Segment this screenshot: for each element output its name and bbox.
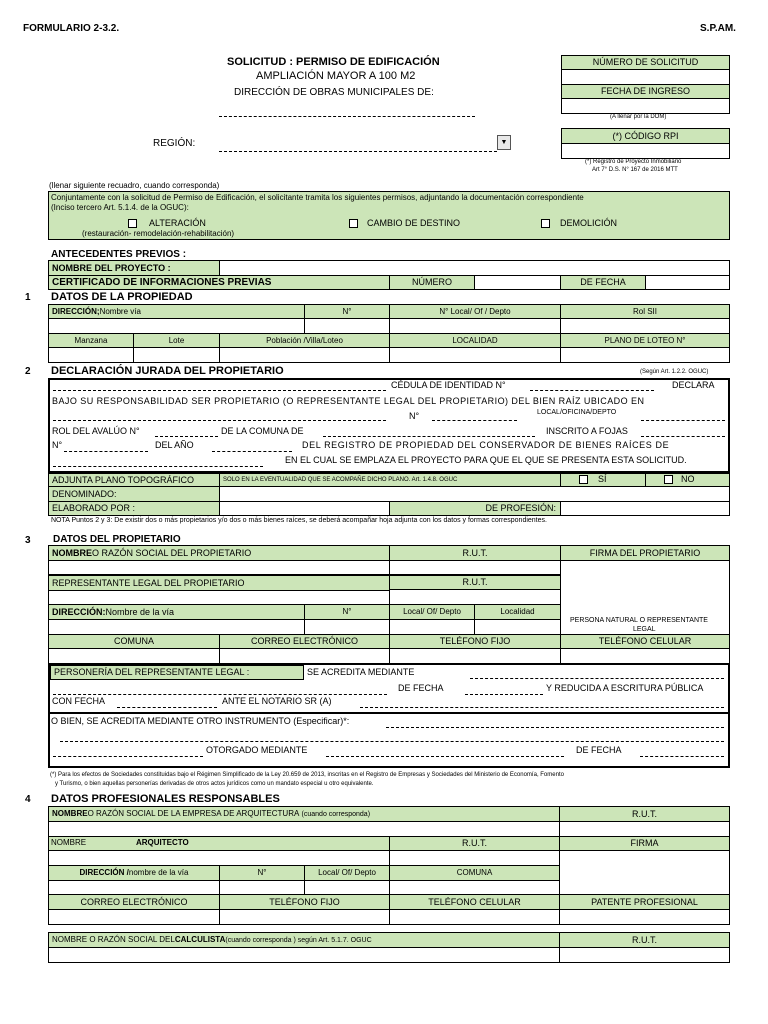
otro-line-2[interactable] [60, 741, 724, 742]
s3-otorgado: OTORGADO MEDIANTE [206, 745, 308, 755]
adjunta-label: ADJUNTA PLANO TOPOGRÁFICO [48, 473, 220, 487]
s4-calculista-field[interactable] [48, 947, 560, 963]
s4-local-label: Local/ Of/ Depto [304, 865, 390, 881]
s4-nombre: NOMBRE [51, 838, 87, 847]
s2-anio: DEL AÑO [155, 440, 194, 450]
otorgado-fecha-line[interactable] [640, 756, 724, 757]
conservador-line[interactable] [53, 466, 263, 467]
s3-correo-field[interactable] [219, 648, 390, 664]
acredita-line[interactable] [470, 678, 724, 679]
alteracion-checkbox[interactable] [128, 219, 137, 228]
personeria-divider [48, 712, 730, 714]
s1-local-field[interactable] [389, 318, 561, 334]
elaborado-field[interactable] [219, 501, 390, 516]
section-2-title: DECLARACIÓN JURADA DEL PROPIETARIO [51, 365, 284, 377]
s1-lote-field[interactable] [133, 347, 220, 363]
s3-comuna-field[interactable] [48, 648, 220, 664]
acredita-line-2[interactable] [53, 694, 387, 695]
s4-firma-label: FIRMA [559, 836, 730, 851]
s4-arquitecto-field[interactable] [48, 850, 390, 866]
fecha-line[interactable] [465, 694, 543, 695]
s2-n2: N° [52, 440, 63, 450]
s4-empresa-label: NOMBRE O RAZÓN SOCIAL DE LA EMPRESA DE ARQUITECTURA (cuando corresponda) [48, 806, 560, 822]
s2-nota: NOTA Puntos 2 y 3: De existir dos o más propietarios y/o dos o más bienes raíces, se deberá acompañar hoja adjunta con los datos y formas correspondientes. [51, 517, 547, 524]
s3-firma-label: FIRMA DEL PROPIETARIO [560, 545, 730, 561]
elaborado-label: ELABORADO POR : [48, 501, 220, 516]
s4-comuna-field[interactable] [389, 880, 560, 895]
nombre-proyecto-label: NOMBRE DEL PROYECTO : [48, 260, 220, 276]
denominado-label: DENOMINADO: [48, 486, 220, 502]
s4-local-field[interactable] [304, 880, 390, 895]
s3-footnote-2: y Turismo, o bien aquellas personerías derivadas de otros actos jurídicos como un mandato especial u otro equivalente. [55, 781, 374, 787]
recuadro-intro: (llenar siguiente recuadro, cuando corresponda) [49, 181, 220, 190]
numero-solicitud-label: NÚMERO DE SOLICITUD [561, 55, 730, 70]
s3-tel-cel-label: TELÉFONO CELULAR [560, 634, 730, 649]
s3-representante-label: REPRESENTANTE LEGAL DEL PROPIETARIO [48, 575, 390, 591]
s2-declara: DECLARA [672, 380, 715, 390]
s4-tel-fijo-field[interactable] [219, 909, 390, 925]
form-subtitle: AMPLIACIÓN MAYOR A 100 M2 [256, 70, 416, 82]
s4-arquitecto-label-cell [48, 836, 390, 851]
section-1-number: 1 [25, 292, 31, 303]
s3-tel-fijo-label: TELÉFONO FIJO [389, 634, 561, 649]
s3-nombre-label: NOMBRE O RAZÓN SOCIAL DEL PROPIETARIO [48, 545, 390, 561]
codigo-rpi-label: (*) CÓDIGO RPI [561, 128, 730, 144]
s4-calculista-label: NOMBRE O RAZÓN SOCIAL DEL CALCULISTA (cuando corresponda ) según Art. 5.1.7. OGUC [48, 932, 560, 948]
s3-acredita: SE ACREDITA MEDIANTE [307, 667, 415, 677]
s3-con-fecha: CON FECHA [52, 696, 106, 706]
section-3-number: 3 [25, 535, 31, 546]
s3-representante-field[interactable] [48, 590, 390, 605]
s2-emplaza: EN EL CUAL SE EMPLAZA EL PROYECTO PARA QUE EL QUE SE PRESENTA ESTA SOLICITUD. [285, 455, 687, 465]
s2-rol: ROL DEL AVALÚO N° [52, 426, 140, 436]
s2-inscrito: INSCRITO A FOJAS [546, 426, 628, 436]
section-1-title: DATOS DE LA PROPIEDAD [51, 291, 193, 303]
s3-correo-label: CORREO ELECTRÓNICO [219, 634, 390, 649]
s3-reducida: Y REDUCIDA A ESCRITURA PÚBLICA [546, 683, 704, 693]
notario-line[interactable] [360, 707, 724, 708]
s3-rut2-field[interactable] [389, 589, 561, 605]
s3-tel-cel-field[interactable] [560, 648, 730, 664]
llenar-dom-note: (A llenar por la DOM) [610, 114, 667, 120]
dom-input-line[interactable] [219, 116, 475, 117]
s4-rut3-label: R.U.T. [559, 932, 730, 948]
s2-n: N° [409, 411, 420, 421]
otro-line[interactable] [386, 727, 724, 728]
adjunta-note: SOLO EN LA EVENTUALIDAD QUE SE ACOMPAÑE DICHO PLANO. Art. 1.4.8. OGUC [219, 473, 561, 487]
s3-local-field[interactable] [389, 619, 475, 635]
s4-n-label: N° [219, 865, 305, 881]
s3-rut-field[interactable] [389, 560, 561, 575]
s3-n-field[interactable] [304, 619, 390, 635]
form-code: FORMULARIO 2-3.2. [23, 23, 120, 34]
section-4-number: 4 [25, 794, 31, 805]
adjunta-si-label: SÍ [598, 474, 607, 484]
s4-tel-cel-label: TELÉFONO CELULAR [389, 894, 560, 910]
spam-label: S.P.AM. [700, 23, 736, 34]
s2-comuna: DE LA COMUNA DE [221, 426, 304, 436]
s1-rol-label: Rol SII [560, 304, 730, 319]
s3-nombre-field[interactable] [48, 560, 390, 575]
nombre-proyecto-field[interactable] [219, 260, 730, 276]
s4-rut-field[interactable] [559, 821, 730, 837]
cambio-destino-checkbox[interactable] [349, 219, 358, 228]
alteracion-sub: (restauración- remodelación-rehabilitación) [82, 229, 235, 238]
s3-legal: LEGAL [633, 626, 656, 633]
s3-localidad-label: Localidad [474, 604, 561, 620]
local-line[interactable] [641, 420, 725, 421]
s1-rol-field[interactable] [560, 318, 730, 334]
con-fecha-line[interactable] [117, 707, 217, 708]
cedula-line[interactable] [530, 390, 654, 391]
s1-plano-label: PLANO DE LOTEO N° [560, 333, 730, 348]
certificado-fecha-field[interactable] [645, 275, 730, 290]
s1-poblacion-field[interactable] [219, 347, 390, 363]
s3-comuna-label: COMUNA [48, 634, 220, 649]
section-4-title: DATOS PROFESIONALES RESPONSABLES [51, 793, 280, 805]
profesion-label: DE PROFESIÓN: [389, 501, 561, 516]
personeria-label: PERSONERÍA DEL REPRESENTANTE LEGAL : [50, 665, 304, 680]
s4-patente-field[interactable] [559, 909, 730, 925]
s3-tel-fijo-field[interactable] [389, 648, 561, 664]
demolicion-label: DEMOLICIÓN [560, 218, 618, 228]
profesion-field[interactable] [560, 501, 730, 516]
s3-direccion-label: DIRECCIÓN: Nombre de la vía [48, 604, 305, 620]
s1-localidad-field[interactable] [389, 347, 561, 363]
s4-rut2-label: R.U.T. [389, 836, 560, 851]
dom-label: DIRECCIÓN DE OBRAS MUNICIPALES DE: [234, 87, 434, 98]
section-3-title: DATOS DEL PROPIETARIO [53, 534, 181, 545]
rpi-note-2: Art 7° D.S. N° 167 de 2016 MTT [592, 167, 678, 173]
s1-plano-field[interactable] [560, 347, 730, 363]
s4-tel-cel-field[interactable] [389, 909, 560, 925]
s3-otro: O BIEN, SE ACREDITA MEDIANTE OTRO INSTRUMENTO (Especificar)*: [51, 716, 350, 726]
certificado-label: CERTIFICADO DE INFORMACIONES PREVIAS [48, 275, 390, 290]
s1-manzana-field[interactable] [48, 347, 134, 363]
cambio-destino-label: CAMBIO DE DESTINO [367, 218, 461, 228]
s4-rut2-field[interactable] [389, 850, 560, 866]
s4-rut-label: R.U.T. [559, 806, 730, 822]
adjunta-si-checkbox[interactable] [579, 475, 588, 484]
s3-n-label: N° [304, 604, 390, 620]
dropdown-arrow-icon[interactable]: ▼ [497, 135, 511, 150]
s4-tel-fijo-label: TELÉFONO FIJO [219, 894, 390, 910]
ubicacion-line[interactable] [53, 420, 386, 421]
s1-n-label: N° [304, 304, 390, 319]
s4-n-field[interactable] [219, 880, 305, 895]
s1-localidad-label: LOCALIDAD [389, 333, 561, 348]
s4-empresa-field[interactable] [48, 821, 560, 837]
s4-correo-label: CORREO ELECTRÓNICO [48, 894, 220, 910]
fojas-line[interactable] [641, 436, 725, 437]
s1-direccion-field[interactable] [48, 318, 305, 334]
denominado-field[interactable] [219, 486, 730, 502]
s1-n-field[interactable] [304, 318, 390, 334]
s4-correo-field[interactable] [48, 909, 220, 925]
s3-rut-label: R.U.T. [389, 545, 561, 561]
form-title: SOLICITUD : PERMISO DE EDIFICACIÓN [227, 56, 440, 68]
s1-lote-label: Lote [133, 333, 220, 348]
adjunta-no-label: NO [681, 474, 695, 484]
declarante-nombre-line[interactable] [53, 390, 386, 391]
de-fecha-label: DE FECHA [560, 275, 646, 290]
s3-de-fecha2: DE FECHA [576, 745, 622, 755]
codigo-rpi-field[interactable] [561, 143, 730, 159]
region-select[interactable] [219, 151, 497, 152]
otorgado-line[interactable] [326, 756, 564, 757]
antecedentes-title: ANTECEDENTES PREVIOS : [51, 249, 187, 260]
rpi-note-1: (*) Registro de Proyecto Inmobiliario [585, 159, 682, 165]
s4-firma-field[interactable] [559, 850, 730, 895]
s3-direccion-field[interactable] [48, 619, 305, 635]
certificado-numero-field[interactable] [474, 275, 561, 290]
s4-direccion-label: DIRECCIÓN / nombre de la vía [48, 865, 220, 881]
inscripcion-n-line[interactable] [64, 451, 148, 452]
s3-rut2-label: R.U.T. [389, 575, 561, 590]
rol-line[interactable] [155, 436, 218, 437]
alteracion-label: ALTERACIÓN [149, 218, 206, 228]
recuadro-line1: Conjuntamente con la solicitud de Permiso de Edificación, el solicitante tramita los siguientes permisos, adjuntando la documentación correspondiente [51, 193, 584, 202]
recuadro-line2: (Inciso tercero Art. 5.1.4. de la OGUC): [51, 203, 189, 212]
section-2-number: 2 [25, 366, 31, 377]
s1-local-label: N° Local/ Of / Depto [389, 304, 561, 319]
fecha-ingreso-field[interactable] [561, 98, 730, 114]
demolicion-checkbox[interactable] [541, 219, 550, 228]
s2-local: LOCAL/OFICINA/DEPTO [537, 409, 617, 416]
s2-registro: DEL REGISTRO DE PROPIEDAD DEL CONSERVADOR DE BIENES RAÍCES DE [302, 440, 670, 450]
s2-cedula: CÉDULA DE IDENTIDAD N° [391, 380, 506, 390]
s2-bajo: BAJO SU RESPONSABILIDAD SER PROPIETARIO (O REPRESENTANTE LEGAL DEL PROPIETARIO) DEL BIEN RAÍZ UBICADO EN [52, 396, 645, 406]
s3-footnote-1: (*) Para los efectos de Sociedades constituidas bajo el Régimen Simplificado de la Ley 20.659 de 2013, inscritas en el Registro de Empresas y Sociedades del Ministerio de Economía, Fomento [50, 772, 564, 778]
s3-notario: ANTE EL NOTARIO SR (A) [222, 696, 332, 706]
s3-localidad-field[interactable] [474, 619, 561, 635]
s3-persona: PERSONA NATURAL O REPRESENTANTE [570, 617, 708, 624]
s4-patente-label: PATENTE PROFESIONAL [559, 894, 730, 910]
s2-segun: (Según Art. 1.2.2. OGUC) [640, 369, 709, 375]
adjunta-no-checkbox[interactable] [664, 475, 673, 484]
comuna-line[interactable] [323, 436, 535, 437]
s1-direccion-label: DIRECCIÓN; Nombre vía [48, 304, 305, 319]
s4-direccion-field[interactable] [48, 880, 220, 895]
anio-line[interactable] [212, 451, 292, 452]
s4-comuna-label: COMUNA [389, 865, 560, 881]
s3-local-label: Local/ Of/ Depto [389, 604, 475, 620]
otro-line-3[interactable] [53, 756, 203, 757]
numero-solicitud-field[interactable] [561, 69, 730, 85]
s1-manzana-label: Manzana [48, 333, 134, 348]
s4-rut3-field[interactable] [559, 947, 730, 963]
region-label: REGIÓN: [153, 138, 196, 149]
s4-arquitecto: ARQUITECTO [136, 838, 189, 847]
numero-label: NÚMERO [389, 275, 475, 290]
s3-de-fecha: DE FECHA [398, 683, 444, 693]
ubicacion-n-line[interactable] [432, 420, 517, 421]
fecha-ingreso-label: FECHA DE INGRESO [561, 84, 730, 99]
s1-poblacion-label: Población /Villa/Loteo [219, 333, 390, 348]
